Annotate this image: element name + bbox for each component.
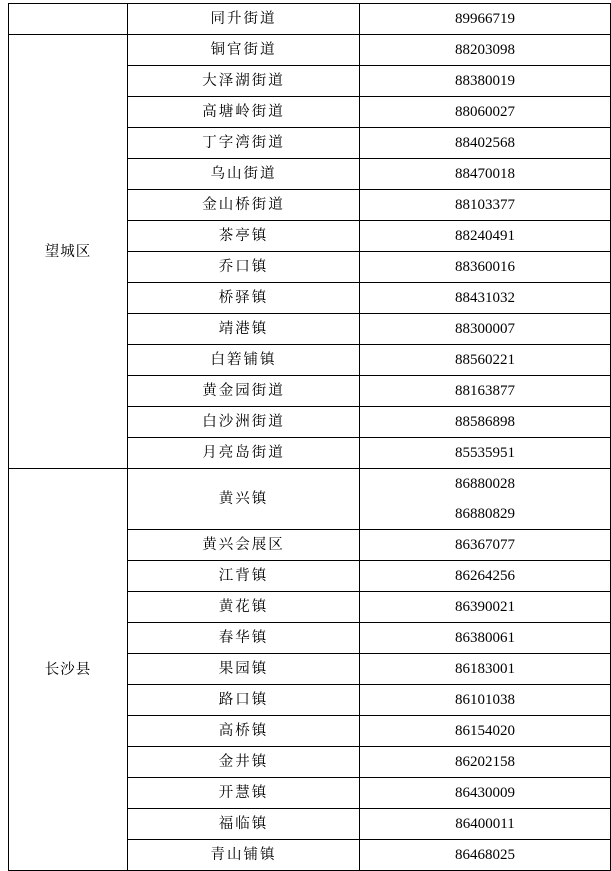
table-row — [9, 35, 611, 66]
table-body — [9, 4, 611, 871]
street-name-cell: 同升街道 — [128, 4, 360, 35]
street-name-cell: 福临镇 — [128, 809, 360, 840]
phone-number-cell: 88431032 — [360, 283, 611, 314]
phone-number-cell: 88360016 — [360, 252, 611, 283]
phone-number-cell: 88060027 — [360, 97, 611, 128]
phone-number-cell: 88380019 — [360, 66, 611, 97]
phone-number-cell: 88470018 — [360, 159, 611, 190]
phone-number-cell: 86367077 — [360, 530, 611, 561]
phone-number-cell: 88163877 — [360, 376, 611, 407]
street-name-cell: 桥驿镇 — [128, 283, 360, 314]
phone-number-cell: 88402568 — [360, 128, 611, 159]
street-name-cell: 铜官街道 — [128, 35, 360, 66]
street-name-cell: 白箬铺镇 — [128, 345, 360, 376]
phone-number-line: 86880028 — [455, 476, 515, 492]
street-name-cell: 月亮岛街道 — [128, 438, 360, 469]
street-name-cell: 金山桥街道 — [128, 190, 360, 221]
street-name-cell: 黄金园街道 — [128, 376, 360, 407]
phone-number-cell: 88203098 — [360, 35, 611, 66]
street-name-cell: 高桥镇 — [128, 716, 360, 747]
street-name-cell: 丁字湾街道 — [128, 128, 360, 159]
street-name-cell: 靖港镇 — [128, 314, 360, 345]
district-cell-continued — [9, 4, 128, 35]
phone-number-cell: 86468025 — [360, 840, 611, 871]
street-name-cell: 乌山街道 — [128, 159, 360, 190]
district-cell — [9, 469, 128, 871]
phone-number-cell: 86390021 — [360, 592, 611, 623]
phone-number-cell — [360, 469, 611, 530]
street-name-cell: 白沙洲街道 — [128, 407, 360, 438]
phone-number-cell: 86400011 — [360, 809, 611, 840]
street-name-cell: 黄兴会展区 — [128, 530, 360, 561]
street-name-cell: 青山铺镇 — [128, 840, 360, 871]
phone-number-cell: 88560221 — [360, 345, 611, 376]
street-name-cell: 高塘岭街道 — [128, 97, 360, 128]
phone-number-cell: 86380061 — [360, 623, 611, 654]
street-name-cell: 果园镇 — [128, 654, 360, 685]
phone-number-cell: 88240491 — [360, 221, 611, 252]
phone-number-cell: 89966719 — [360, 4, 611, 35]
street-name-cell: 大泽湖街道 — [128, 66, 360, 97]
district-name: 长沙县 — [44, 661, 92, 678]
street-name-cell: 乔口镇 — [128, 252, 360, 283]
street-name-cell: 黄兴镇 — [128, 469, 360, 530]
street-name-cell: 路口镇 — [128, 685, 360, 716]
street-name-cell: 茶亭镇 — [128, 221, 360, 252]
phone-number-cell: 86430009 — [360, 778, 611, 809]
phone-number-cell: 86154020 — [360, 716, 611, 747]
district-cell — [9, 35, 128, 469]
phone-number-line: 86880829 — [455, 506, 515, 522]
phone-number-cell: 88300007 — [360, 314, 611, 345]
street-name-cell: 黄花镇 — [128, 592, 360, 623]
street-name-cell: 金井镇 — [128, 747, 360, 778]
street-contact-table — [8, 3, 611, 871]
table-row — [9, 4, 611, 35]
district-name: 望城区 — [44, 243, 92, 260]
street-name-cell: 春华镇 — [128, 623, 360, 654]
phone-number-cell: 88103377 — [360, 190, 611, 221]
table-row — [9, 469, 611, 530]
phone-number-cell: 86183001 — [360, 654, 611, 685]
phone-number-cell: 85535951 — [360, 438, 611, 469]
phone-number-cell: 86101038 — [360, 685, 611, 716]
phone-number-cell: 86264256 — [360, 561, 611, 592]
street-name-cell: 江背镇 — [128, 561, 360, 592]
phone-number-cell: 86202158 — [360, 747, 611, 778]
street-name-cell: 开慧镇 — [128, 778, 360, 809]
phone-number-cell: 88586898 — [360, 407, 611, 438]
